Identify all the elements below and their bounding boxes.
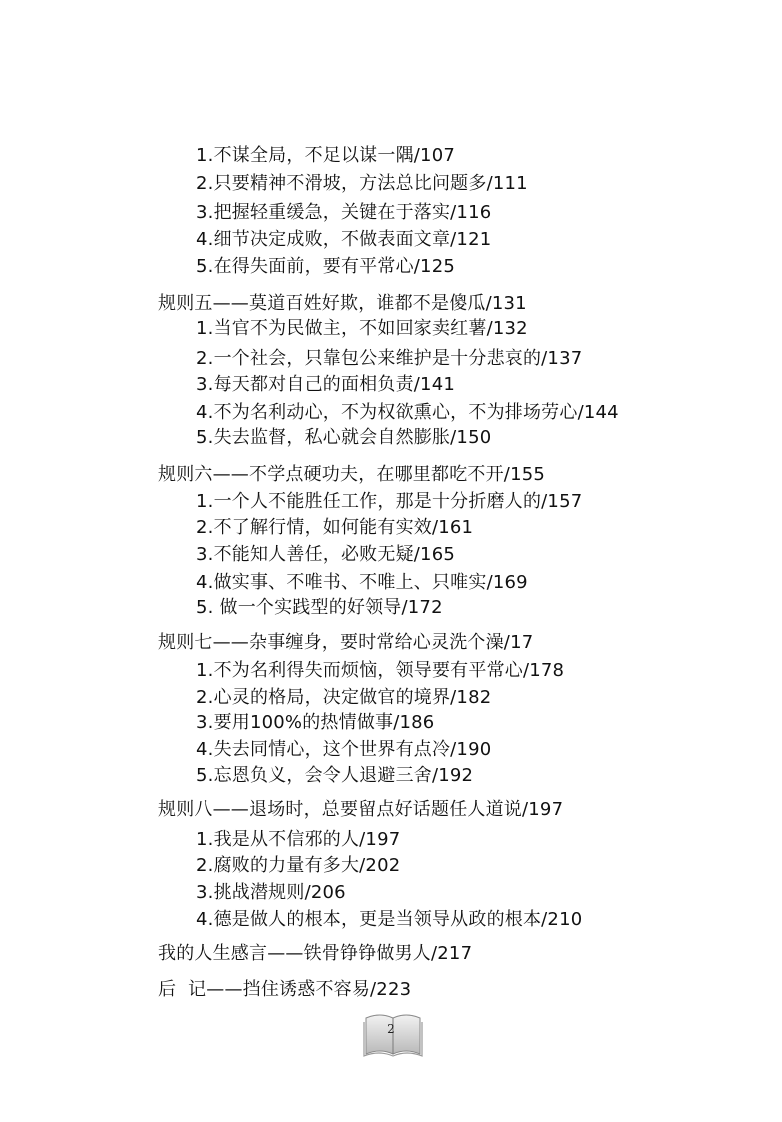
chapter-heading: 规则六——不学点硬功夫，在哪里都吃不开/155	[158, 464, 546, 485]
toc-entry: 1.一个人不能胜任工作，那是十分折磨人的/157	[196, 491, 583, 512]
toc-entry: 1.当官不为民做主，不如回家卖红薯/132	[196, 318, 528, 339]
toc-entry: 1.不为名利得失而烦恼，领导要有平常心/178	[196, 660, 565, 681]
toc-entry: 3.挑战潜规则/206	[196, 882, 346, 903]
toc-entry: 3.把握轻重缓急，关键在于落实/116	[196, 202, 492, 223]
chapter-heading: 规则七——杂事缠身，要时常给心灵洗个澡/17	[158, 632, 534, 653]
toc-entry: 4.细节决定成败，不做表面文章/121	[196, 229, 492, 250]
toc-entry: 2.腐败的力量有多大/202	[196, 855, 401, 876]
toc-entry: 5.忘恩负义，会令人退避三舍/192	[196, 765, 474, 786]
chapter-heading: 规则八——退场时，总要留点好话题任人道说/197	[158, 799, 564, 820]
toc-entry: 3.不能知人善任，必败无疑/165	[196, 544, 455, 565]
toc-entry: 2.一个社会，只靠包公来维护是十分悲哀的/137	[196, 348, 583, 369]
toc-entry: 1.我是从不信邪的人/197	[196, 829, 401, 850]
chapter-heading: 我的人生感言——铁骨铮铮做男人/217	[158, 943, 473, 964]
toc-entry: 1.不谋全局，不足以谋一隅/107	[196, 145, 455, 166]
toc-entry: 3.每天都对自己的面相负责/141	[196, 374, 455, 395]
toc-entry: 5.在得失面前，要有平常心/125	[196, 256, 455, 277]
toc-entry: 4.做实事、不唯书、不唯上、只唯实/169	[196, 572, 528, 593]
toc-entry: 4.不为名利动心，不为权欲熏心，不为排场劳心/144	[196, 402, 619, 423]
toc-entry: 2.不了解行情，如何能有实效/161	[196, 517, 474, 538]
chapter-heading: 规则五——莫道百姓好欺，谁都不是傻瓜/131	[158, 293, 527, 314]
toc-entry: 4.失去同情心，这个世界有点冷/190	[196, 739, 492, 760]
page-number: 2	[387, 1022, 395, 1036]
toc-entry: 5. 做一个实践型的好领导/172	[196, 597, 443, 618]
page-number-badge	[362, 1010, 428, 1058]
toc-entry: 2.心灵的格局，决定做官的境界/182	[196, 687, 492, 708]
toc-entry: 2.只要精神不滑坡，方法总比问题多/111	[196, 173, 528, 194]
toc-entry: 4.德是做人的根本，更是当领导从政的根本/210	[196, 909, 583, 930]
toc-entry: 5.失去监督，私心就会自然膨胀/150	[196, 427, 492, 448]
chapter-heading: 后 记——挡住诱惑不容易/223	[158, 979, 412, 1000]
toc-entry: 3.要用100%的热情做事/186	[196, 712, 435, 733]
